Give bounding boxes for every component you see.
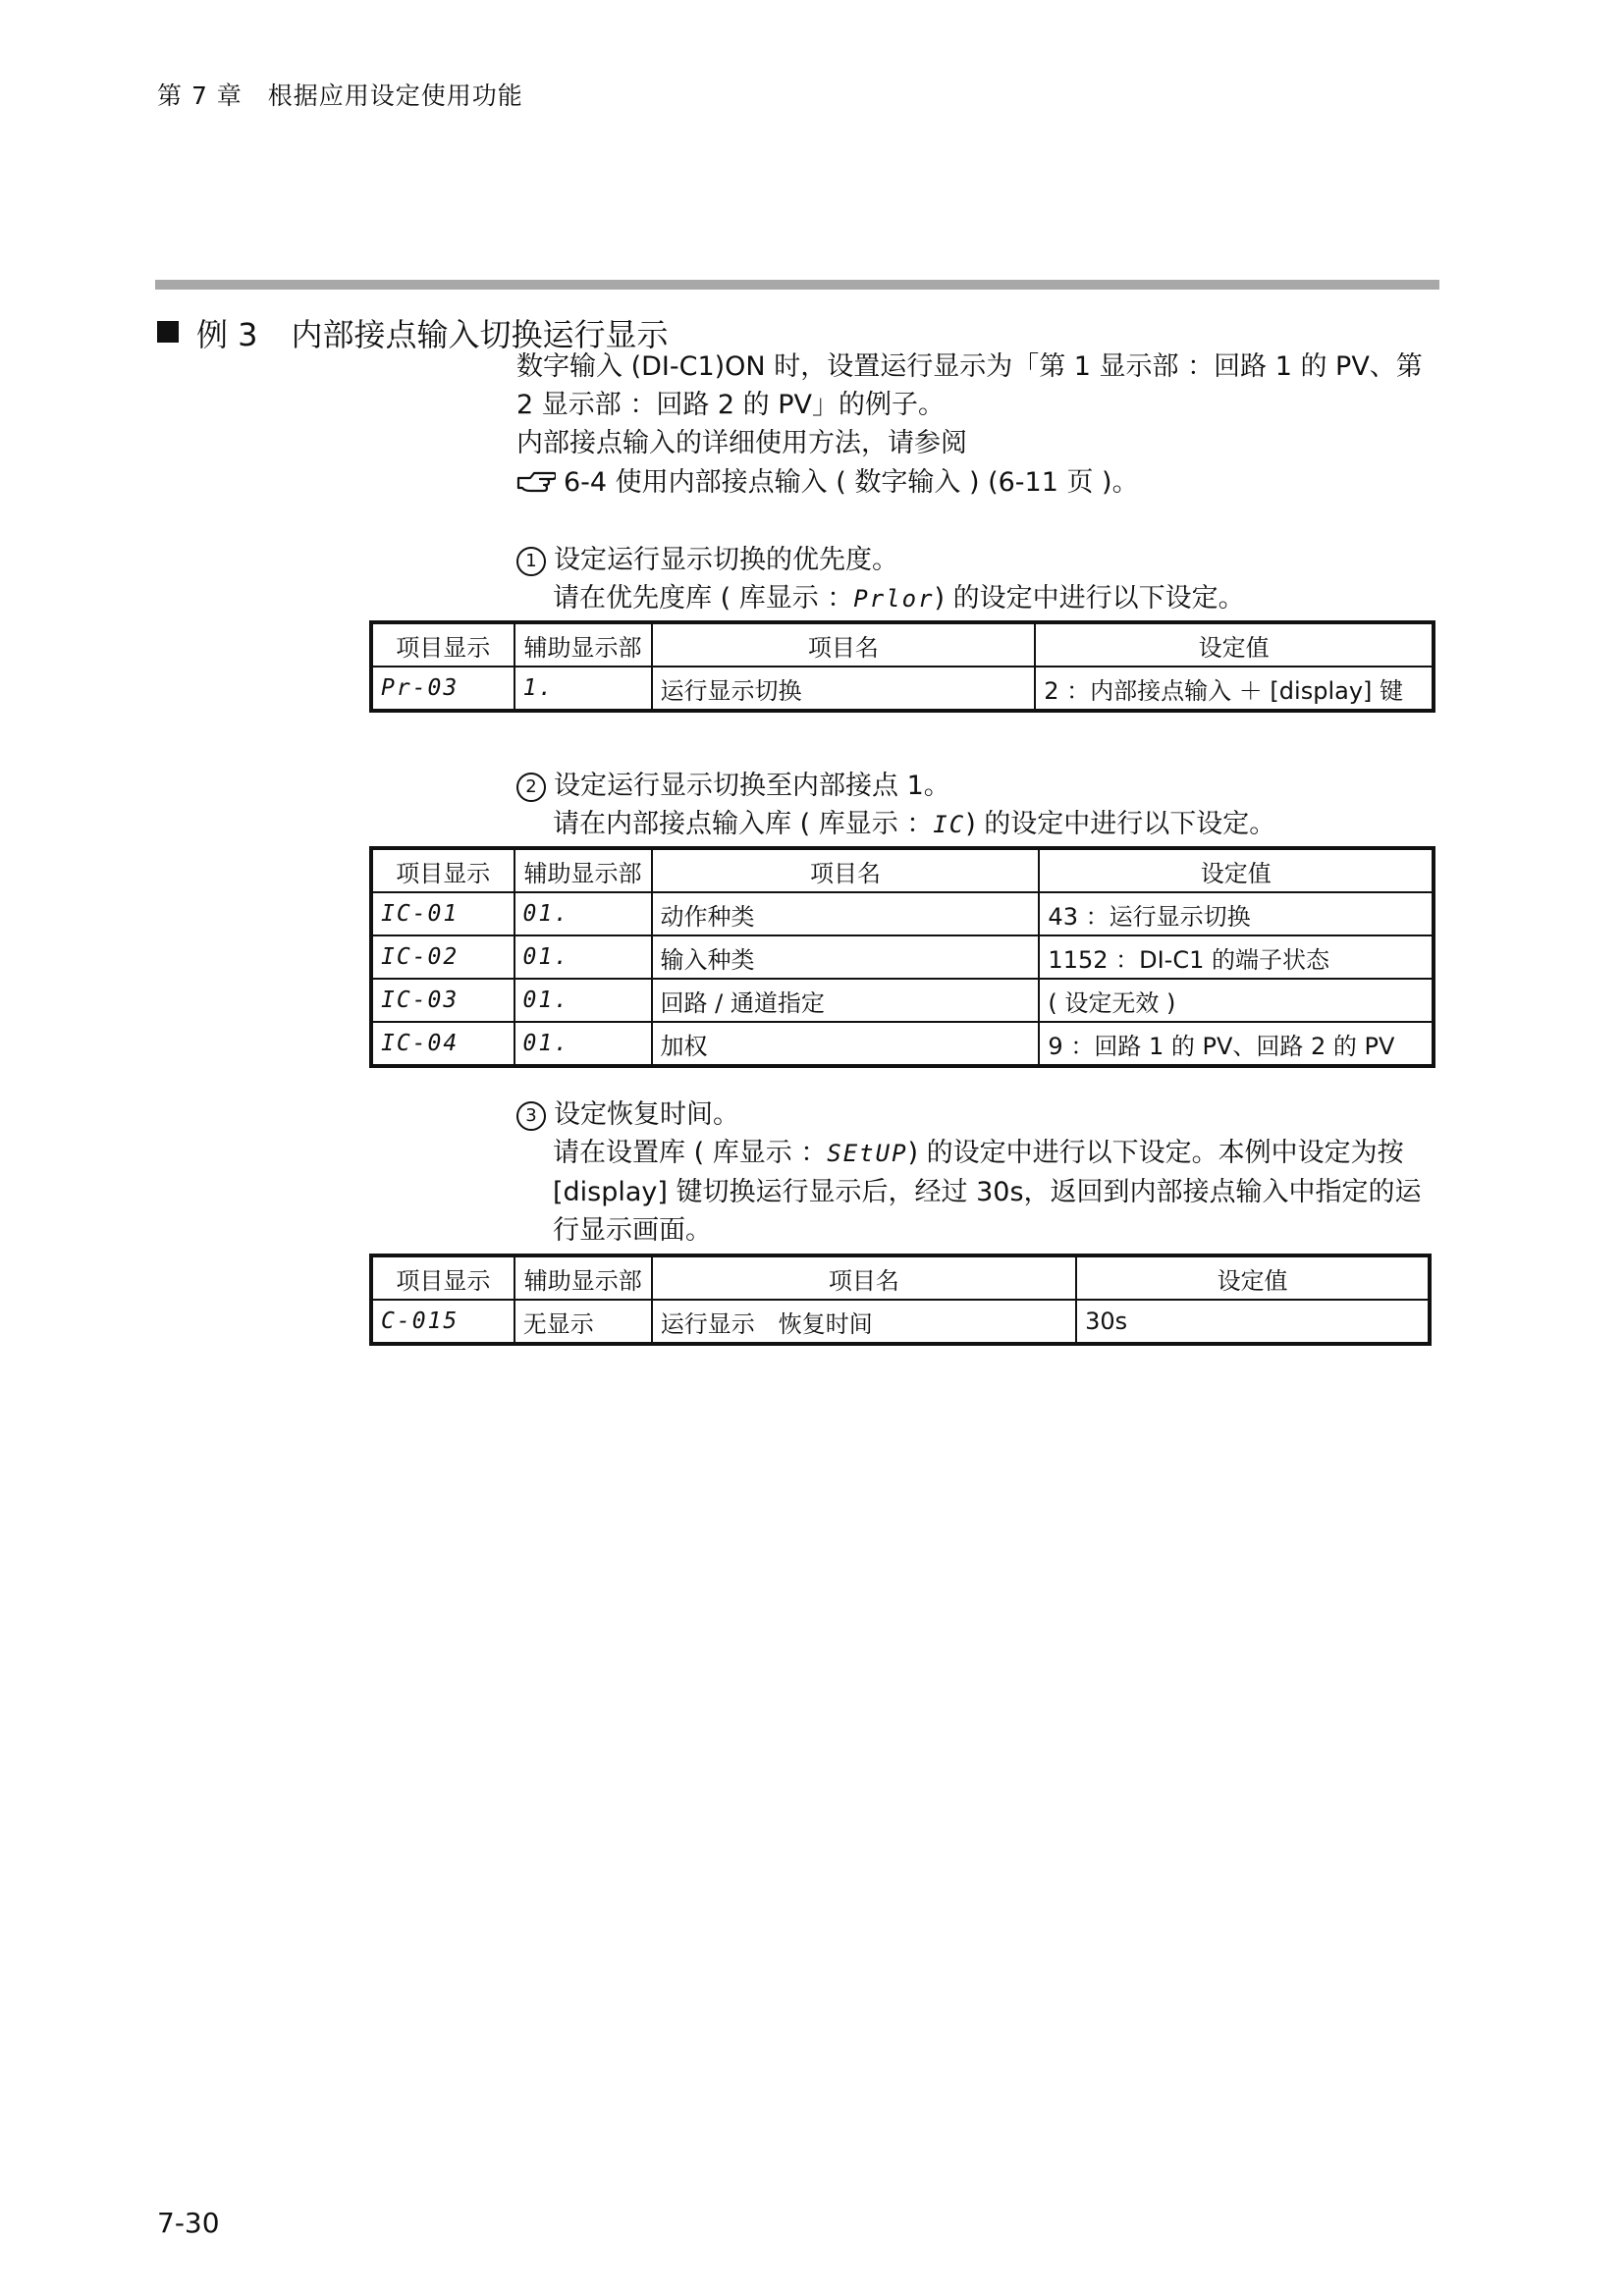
- intro-line-1: 数字输入 (DI-C1)ON 时，设置运行显示为「第 1 显示部 ：回路 1 的 PV、第: [516, 351, 1423, 382]
- step-3-title: [516, 1095, 739, 1134]
- col-header-item-display: 项目显示: [371, 622, 514, 667]
- section-title: 内部接点输入切换运行显示: [291, 316, 669, 353]
- step-2-description: [553, 805, 1441, 844]
- sub-display: 01.: [514, 979, 652, 1022]
- page-number: 7-30: [157, 2207, 220, 2239]
- chapter-header: 第 7 章 根据应用设定使用功能: [157, 81, 523, 110]
- step-1-desc-before: 请在优先度库 ( 库显示 ：: [553, 583, 854, 614]
- step-3-desc-line-3: 行显示画面。: [553, 1215, 712, 1246]
- col-header-item-name: 项目名: [652, 848, 1040, 892]
- item-code: IC-01: [371, 892, 514, 935]
- step-1-title: [516, 541, 898, 579]
- step-3-number: 3: [516, 1101, 546, 1131]
- step-2-title: [516, 767, 950, 805]
- table-row: [371, 667, 1434, 711]
- step-3-table: [369, 1254, 1432, 1346]
- pointing-hand-icon: [516, 468, 556, 496]
- col-header-item-name: 项目名: [652, 622, 1036, 667]
- step-3-description: [553, 1134, 1441, 1250]
- example-label: 例 3: [196, 316, 258, 353]
- table-header-row: [371, 622, 1434, 667]
- col-header-sub-display: 辅助显示部: [514, 848, 652, 892]
- step-3-desc-before: 请在设置库 ( 库显示 ：: [553, 1138, 828, 1168]
- setting-value: 43 ：运行显示切换: [1039, 892, 1434, 935]
- col-header-setting-value: 设定值: [1076, 1255, 1430, 1300]
- sub-display: 01.: [514, 1022, 652, 1066]
- step-2-title-text: 设定运行显示切换至内部接点 1。: [554, 771, 950, 801]
- table-row: [371, 979, 1434, 1022]
- item-name: 输入种类: [652, 935, 1040, 979]
- col-header-sub-display: 辅助显示部: [514, 1255, 652, 1300]
- setting-value: ( 设定无效 ): [1039, 979, 1434, 1022]
- step-2-number: 2: [516, 773, 546, 802]
- col-header-item-display: 项目显示: [371, 1255, 514, 1300]
- bank-code-setup: SEtUP: [827, 1140, 908, 1167]
- square-bullet-icon: [157, 321, 179, 343]
- item-code: Pr-03: [371, 667, 514, 711]
- table-row: [371, 935, 1434, 979]
- setting-value: 30s: [1076, 1300, 1430, 1344]
- item-name: 运行显示 恢复时间: [652, 1300, 1076, 1344]
- col-header-sub-display: 辅助显示部: [514, 622, 652, 667]
- step-1-title-text: 设定运行显示切换的优先度。: [554, 545, 898, 575]
- table-header-row: [371, 848, 1434, 892]
- col-header-item-name: 项目名: [652, 1255, 1076, 1300]
- table-row: [371, 1300, 1430, 1344]
- table-row: [371, 892, 1434, 935]
- sub-display: 无显示: [514, 1300, 652, 1344]
- intro-line-3: 内部接点输入的详细使用方法，请参阅: [516, 428, 967, 458]
- intro-line-2: 2 显示部 ：回路 2 的 PV」的例子。: [516, 390, 946, 420]
- reference-text: 6-4 使用内部接点输入 ( 数字输入 ) (6-11 页 )。: [564, 467, 1139, 498]
- item-name: 回路 / 通道指定: [652, 979, 1040, 1022]
- item-name: 加权: [652, 1022, 1040, 1066]
- setting-value: 2 ：内部接点输入 ＋ [display] 键: [1035, 667, 1434, 711]
- item-name: 动作种类: [652, 892, 1040, 935]
- setting-value: 1152 ：DI-C1 的端子状态: [1039, 935, 1434, 979]
- step-1-number: 1: [516, 547, 546, 576]
- step-3-desc-line-2: [display] 键切换运行显示后，经过 30s，返回到内部接点输入中指定的运: [553, 1177, 1422, 1207]
- item-code: IC-02: [371, 935, 514, 979]
- step-1-desc-after: ) 的设定中进行以下设定。: [934, 583, 1245, 614]
- step-2-desc-after: ) 的设定中进行以下设定。: [965, 809, 1276, 839]
- col-header-setting-value: 设定值: [1035, 622, 1434, 667]
- intro-paragraph: [516, 347, 1444, 462]
- step-3-desc-after: ) 的设定中进行以下设定。本例中设定为按: [907, 1138, 1404, 1168]
- reference-link[interactable]: [516, 463, 1139, 502]
- item-code: IC-03: [371, 979, 514, 1022]
- sub-display: 1.: [514, 667, 652, 711]
- table-row: [371, 1022, 1434, 1066]
- bank-code-ic: IC: [933, 811, 966, 838]
- step-2-table: [369, 846, 1435, 1068]
- step-1-table: [369, 620, 1435, 713]
- step-3-title-text: 设定恢复时间。: [554, 1099, 739, 1130]
- item-code: C-015: [371, 1300, 514, 1344]
- col-header-item-display: 项目显示: [371, 848, 514, 892]
- setting-value: 9 ：回路 1 的 PV、回路 2 的 PV: [1039, 1022, 1434, 1066]
- item-code: IC-04: [371, 1022, 514, 1066]
- step-2-desc-before: 请在内部接点输入库 ( 库显示 ：: [553, 809, 934, 839]
- bank-code-prior: Prlor: [853, 585, 935, 613]
- item-name: 运行显示切换: [652, 667, 1036, 711]
- section-divider: [155, 280, 1439, 290]
- sub-display: 01.: [514, 892, 652, 935]
- step-1-description: [553, 579, 1441, 618]
- table-header-row: [371, 1255, 1430, 1300]
- col-header-setting-value: 设定值: [1039, 848, 1434, 892]
- sub-display: 01.: [514, 935, 652, 979]
